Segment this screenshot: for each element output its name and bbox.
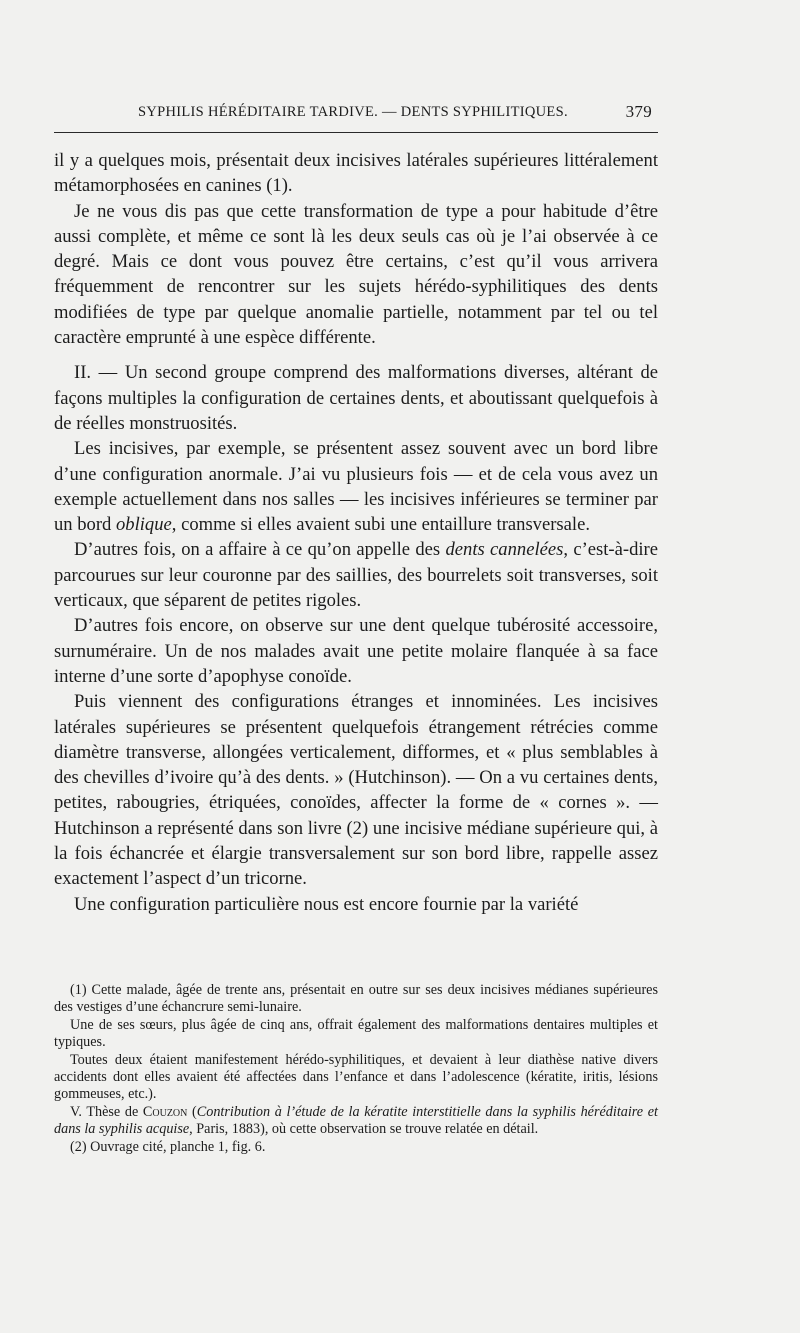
paragraph-4-italic: oblique <box>115 514 172 536</box>
header-rule <box>54 132 658 133</box>
footnote-ref-part-a: V. Thèse de <box>70 1103 143 1120</box>
paragraph-5-part-a: D’autres fois, on a affaire à ce qu’on appelle des <box>74 539 446 561</box>
paragraph-1: il y a quelques mois, présentait deux incisives latérales supérieures littéralement métamorphosées en canines (1). <box>54 150 658 197</box>
footnote-ref-part-b: ( <box>187 1103 197 1120</box>
paragraph-4-part-b: , comme si elles avaient subi une entaillure transversale. <box>171 514 590 536</box>
page-number: 379 <box>625 102 652 121</box>
footnote-1: (1) Cette malade, âgée de trente ans, présentait en outre sur ses deux incisives médianes supérieures des vestiges d’une échancrure semi-lunaire. <box>54 982 658 1016</box>
footnote-2: (2) Ouvrage cité, planche 1, fig. 6. <box>70 1138 266 1155</box>
paragraph-5-italic: dents cannelées <box>445 539 564 561</box>
paragraph-4-part-a: Les incisives, par exemple, se présentent assez souvent avec un bord libre d’une configuration anormale. J’ai vu plusieurs fois — et de cela vous avez un exemple actuellement dans nos salles — les incisives inférieures se terminer par un bord <box>54 438 658 536</box>
footnote-1-continued-b: Toutes deux étaient manifestement hérédo-syphilitiques, et devaient à leur diathèse native divers accidents dont elles avaient été affectées dans l’enfance et dans l’adolescence (kératite, iritis, lésions gommeuses, etc.). <box>54 1051 658 1103</box>
paragraph-6: D’autres fois encore, on observe sur une dent quelque tubérosité accessoire, surnuméraire. Un de nos malades avait une petite molaire flanquée à sa face interne d’une sorte d’apophyse conoïde. <box>54 615 658 687</box>
main-text <box>54 148 658 917</box>
paragraph-4 <box>54 436 658 537</box>
paragraph-5-part-b: , c’est-à-dire parcourues sur leur couronne par des saillies, des bourrelets soit transverses, soit verticaux, que séparent de petites rigoles. <box>54 539 658 612</box>
footnotes <box>54 982 658 1156</box>
paragraph-2: Je ne vous dis pas que cette transformation de type a pour habitude d’être aussi complète, et même ce sont là les deux seuls cas où je l’ai observée à ce degré. Mais ce dont vous pouvez être certains, c’est qu’il vous arrivera fréquemment de rencontrer sur les sujets hérédo-syphilitiques des dents modifiées de type par quelque anomalie partielle, notamment par tel ou tel caractère emprunté à une espèce différente. <box>54 200 658 349</box>
paragraph-3: II. — Un second groupe comprend des malformations diverses, altérant de façons multiples la configuration de certaines dents, et aboutissant quelquefois à de réelles monstruosités. <box>54 362 658 434</box>
paragraph-8: Une configuration particulière nous est encore fournie par la variété <box>74 893 579 915</box>
footnote-1-continued-a: Une de ses sœurs, plus âgée de cinq ans, offrait également des malformations dentaires multiples et typiques. <box>54 1016 658 1051</box>
paragraph-5 <box>54 537 658 613</box>
footnote-ref-author: Couzon <box>142 1103 188 1120</box>
running-title: SYPHILIS HÉRÉDITAIRE TARDIVE. — DENTS SYPHILITIQUES. <box>138 104 568 120</box>
footnote-ref-title: Contribution à l’étude de la kératite interstitielle dans la syphilis héréditaire et dans la syphilis acquise <box>54 1103 658 1138</box>
footnote-ref-part-c: , Paris, 1883), où cette observation se trouve relatée en détail. <box>189 1121 539 1138</box>
footnote-1-reference <box>54 1104 658 1139</box>
paragraph-7: Puis viennent des configurations étranges et innominées. Les incisives latérales supérieures se présentent quelquefois étrangement rétrécies comme diamètre transverse, allongées verticalement, difformes, et « plus semblables à des chevilles d’ivoire qu’à des dents. » (Hutchinson). — On a vu certaines dents, petites, rabougries, étriquées, conoïdes, affecter la forme de « cornes ». — Hutchinson a représenté dans son livre (2) une incisive médiane supérieure qui, à la fois échancrée et élargie transversalement sur son bord libre, rappelle assez exactement l’aspect d’un tricorne. <box>54 691 658 890</box>
